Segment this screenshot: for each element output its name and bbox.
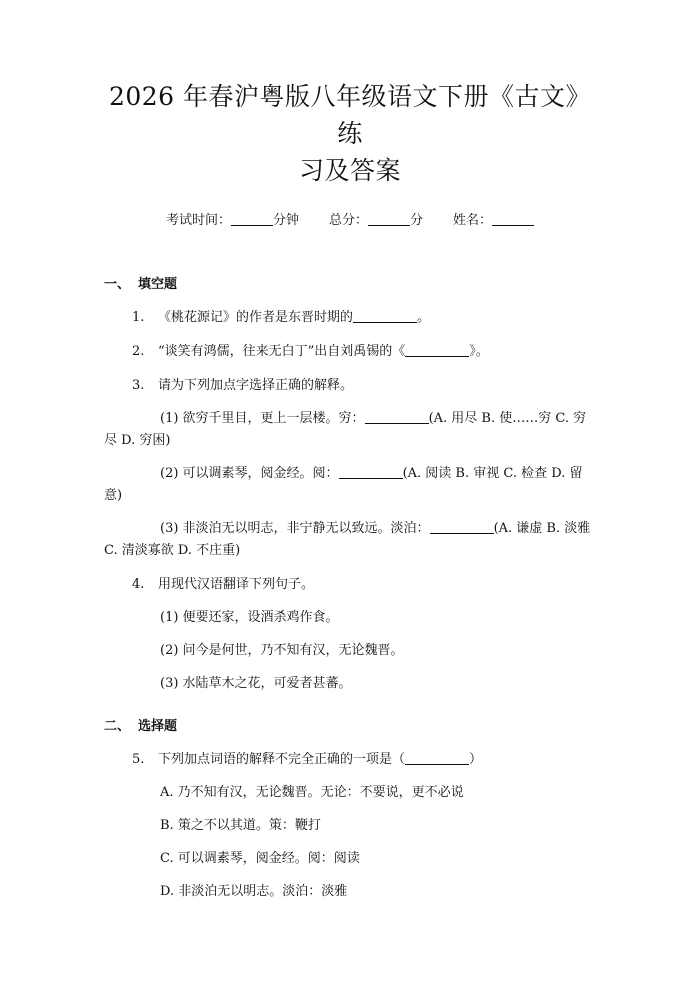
section-title: 选择题 (138, 719, 178, 734)
question-text: 用现代汉语翻译下列句子。 (158, 577, 315, 592)
question-text: 下列加点词语的解释不完全正确的一项是（ (158, 752, 406, 767)
question-number: 2. (132, 344, 145, 359)
answer-blank (405, 750, 469, 765)
question-text: “谈笑有鸿儒，往来无白丁”出自刘禹锡的《 (158, 344, 406, 359)
option-b: B. 策之不以其道。策：鞭打 (160, 818, 321, 833)
total-score-unit: 分 (410, 213, 424, 228)
question-text-end: ） (469, 752, 483, 767)
question-4-item-3: (3) 水陆草木之花，可爱者甚蕃。 (160, 676, 352, 691)
total-score-blank (368, 211, 410, 226)
item-options: (A. 谦虚 B. 淡雅 C. 清淡寡欲 D. 不庄重) (104, 521, 591, 558)
question-text: 《桃花源记》的作者是东晋时期的 (158, 310, 354, 325)
exam-meta (104, 211, 596, 231)
item-text: (2) 可以调素琴，阅金经。阅： (160, 466, 339, 481)
section-multiple-choice (104, 717, 596, 737)
section-number: 一、 (104, 277, 131, 292)
option-c: C. 可以调素琴，阅金经。阅：阅读 (160, 851, 360, 866)
question-4-item-1: (1) 便要还家，设酒杀鸡作食。 (160, 610, 339, 625)
question-3-item-2 (104, 463, 596, 507)
question-number: 1. (132, 310, 145, 325)
section-number: 二、 (104, 719, 131, 734)
item-options: (A. 用尽 B. 使……穷 C. 穷尽 D. 穷困) (104, 411, 587, 448)
item-options: (A. 阅读 B. 审视 C. 检查 D. 留意) (104, 466, 583, 503)
section-title: 填空题 (138, 277, 178, 292)
answer-blank (405, 342, 469, 357)
question-number: 3. (132, 378, 145, 393)
section-fill-in-blank (104, 275, 596, 295)
exam-time-label: 考试时间： (165, 213, 231, 228)
exam-time-blank (231, 211, 273, 226)
option-d: D. 非淡泊无以明志。淡泊：淡雅 (160, 884, 348, 899)
question-2 (104, 341, 596, 363)
exam-time-unit: 分钟 (272, 213, 299, 228)
answer-blank (365, 409, 429, 424)
question-5 (104, 749, 596, 771)
answer-blank (353, 308, 417, 323)
title-line-1: 2026 年春沪粤版八年级语文下册《古文》练 (108, 82, 592, 148)
question-text-end: 》。 (469, 344, 489, 359)
question-number: 4. (132, 577, 145, 592)
question-3-item-1 (104, 408, 596, 452)
question-4-item-2: (2) 问今是何世，乃不知有汉，无论魏晋。 (160, 643, 404, 658)
option-a: A. 乃不知有汉，无论魏晋。无论：不要说，更不必说 (160, 785, 464, 800)
question-3 (104, 375, 596, 397)
question-4 (104, 574, 596, 596)
question-number: 5. (132, 752, 145, 767)
question-1 (104, 307, 596, 329)
document-title (104, 78, 596, 189)
answer-blank (430, 519, 494, 534)
item-text: (1) 欲穷千里目，更上一层楼。穷： (160, 411, 365, 426)
exam-page (0, 78, 700, 983)
item-text: (3) 非淡泊无以明志，非宁静无以致远。淡泊： (160, 521, 430, 536)
name-blank (492, 211, 534, 226)
question-3-item-3 (104, 518, 596, 562)
title-line-2: 习及答案 (298, 156, 401, 185)
total-score-label: 总分： (328, 213, 368, 228)
answer-blank (339, 464, 403, 479)
question-text: 请为下列加点字选择正确的解释。 (158, 378, 354, 393)
question-text-end: 。 (417, 310, 431, 325)
name-label: 姓名： (453, 213, 493, 228)
